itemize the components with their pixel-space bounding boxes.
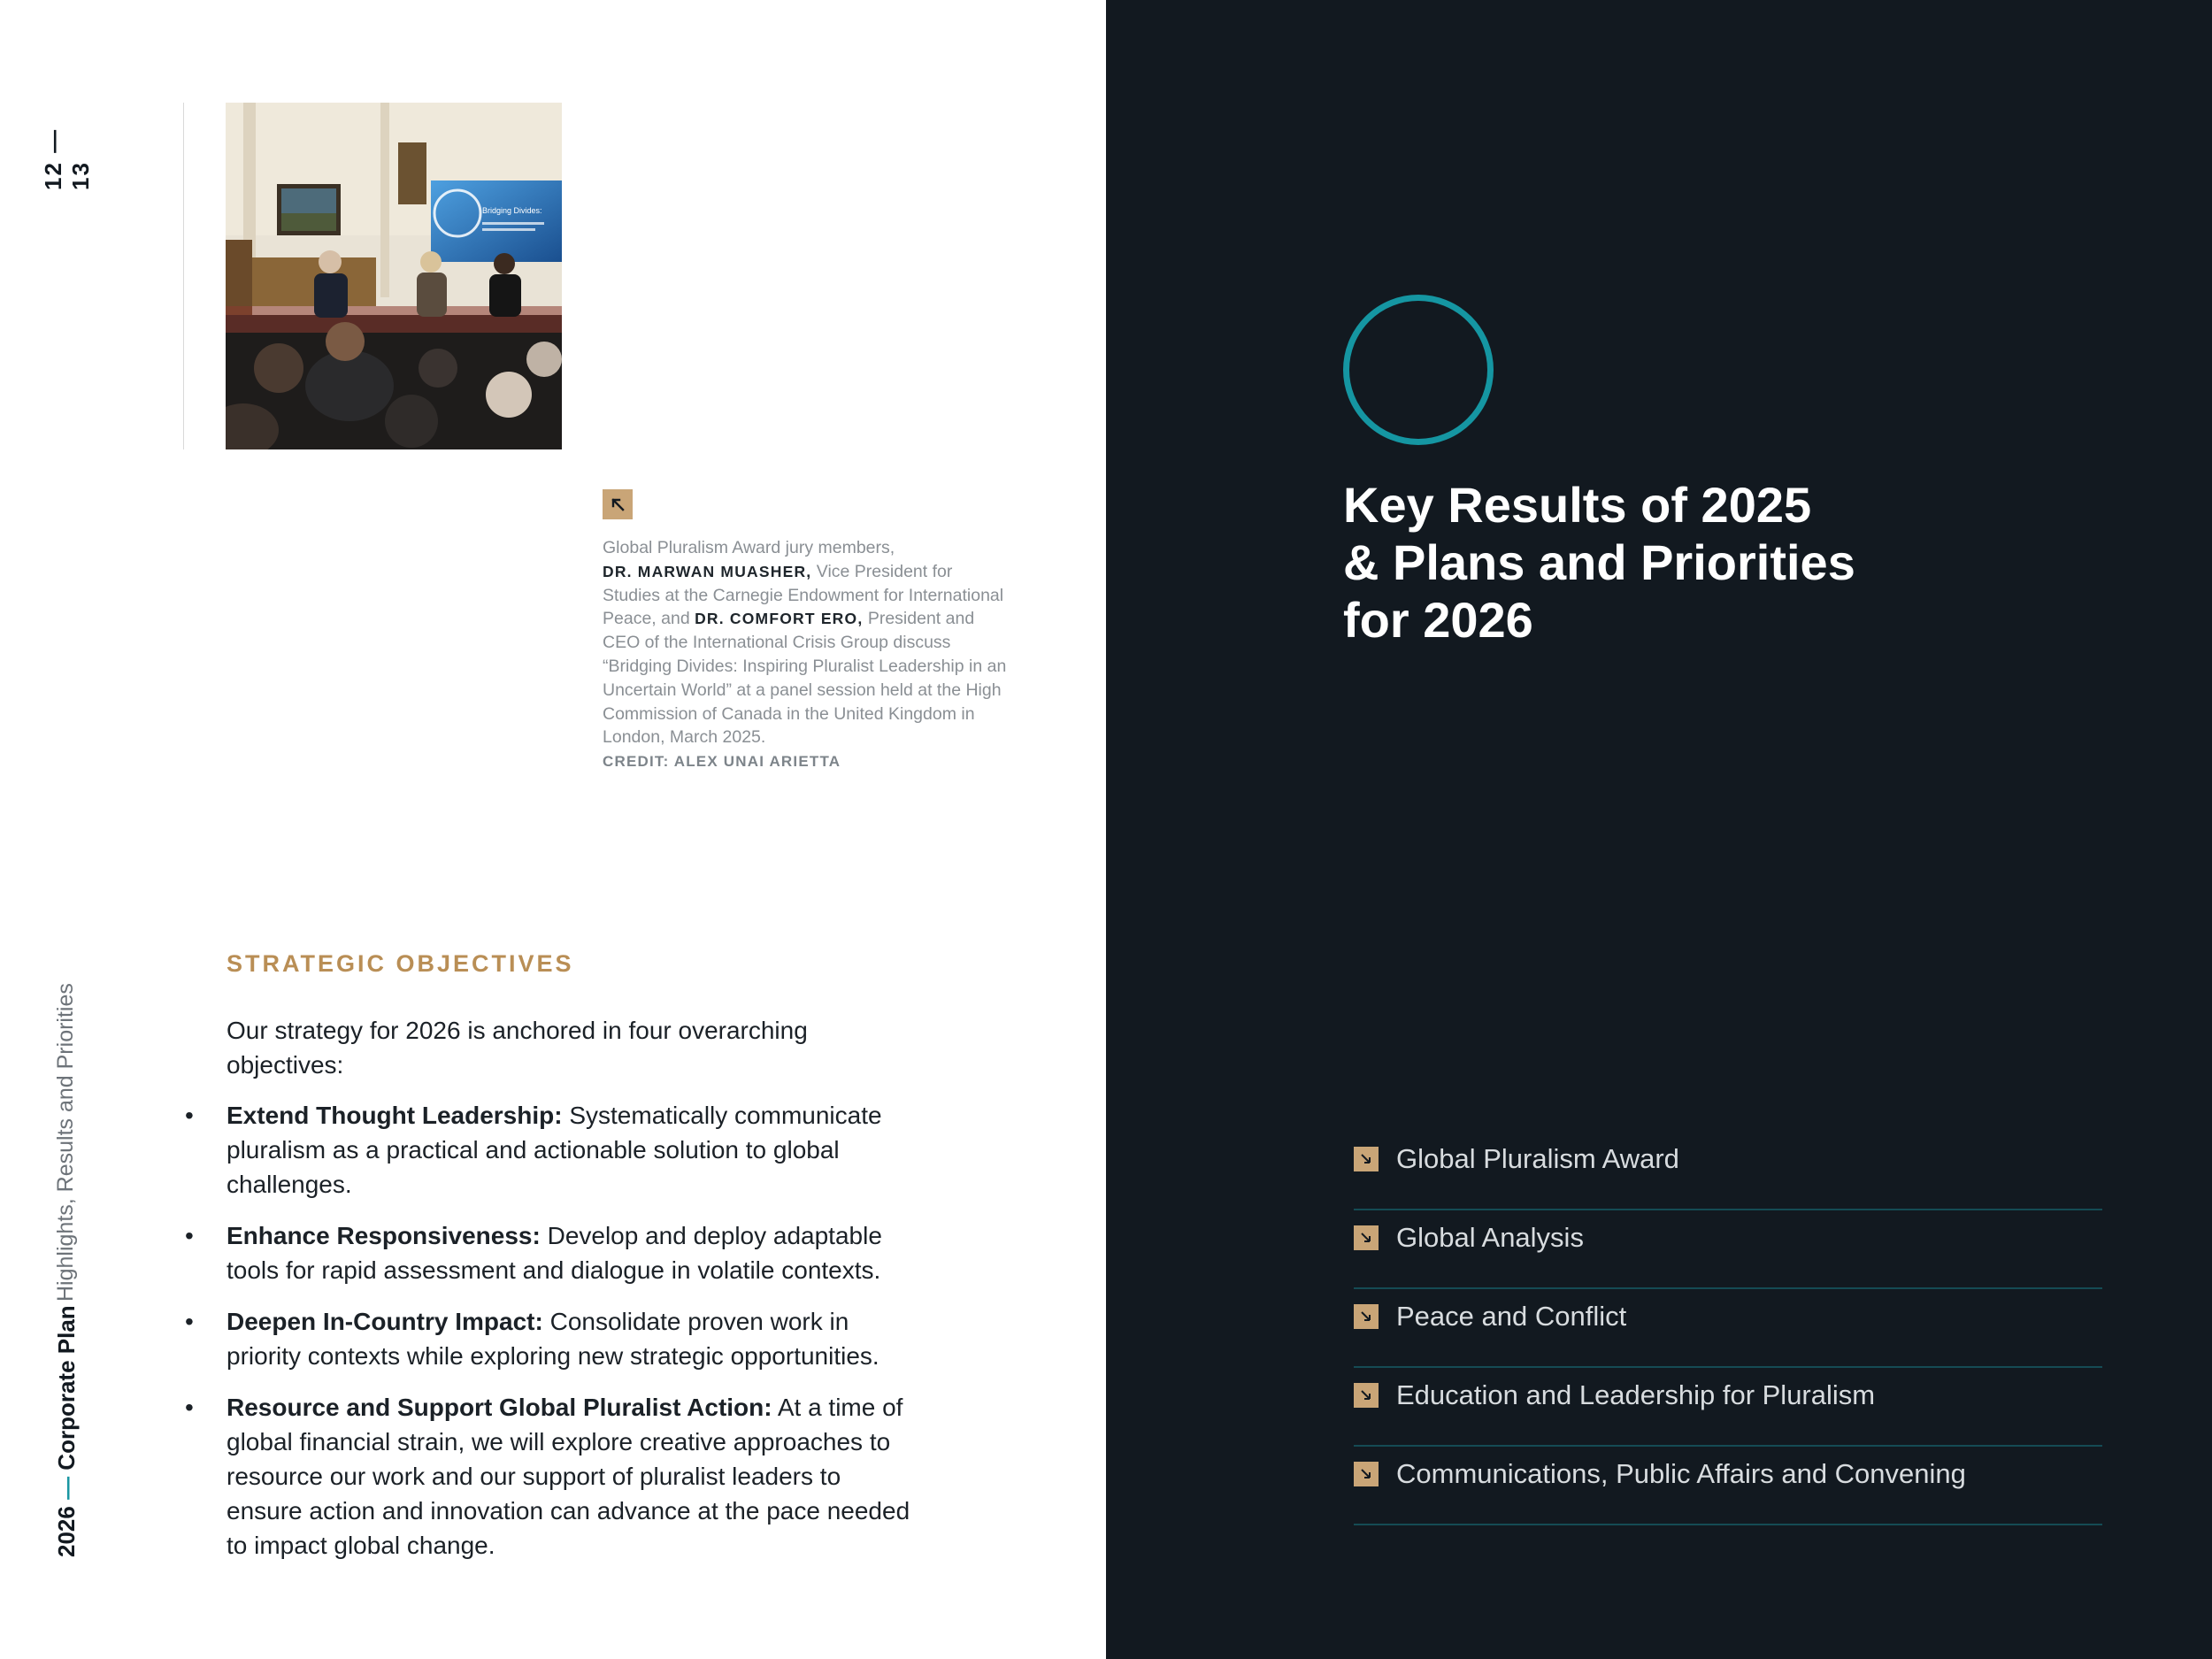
arrow-down-right-icon	[1354, 1304, 1379, 1329]
caption-mid: Vice President for Studies at the Carnegie Endowment for International Peace, and	[603, 561, 1004, 629]
panel-session-photo	[226, 103, 562, 449]
arrow-down-right-icon	[1354, 1225, 1379, 1250]
topic-label: Global Pluralism Award	[1396, 1142, 1679, 1174]
photo-caption	[603, 536, 1010, 774]
objective-item: • Enhance Responsiveness: Develop and deploy adaptable tools for rapid assessment and dialogue in volatile contexts.	[185, 1222, 882, 1284]
topic-label: Communications, Public Affairs and Convening	[1396, 1457, 1966, 1489]
section-heading-line: for 2026	[1343, 592, 1533, 648]
photo-credit: CREDIT: ALEX UNAI ARIETTA	[603, 753, 841, 771]
topic-label: Global Analysis	[1396, 1221, 1584, 1253]
arrow-up-left-icon	[603, 489, 633, 519]
running-title	[53, 983, 117, 1557]
caption-name-muasher: DR. MARWAN MUASHER,	[603, 562, 812, 580]
arrow-down-right-icon	[1354, 1147, 1379, 1171]
objective-item: • Extend Thought Leadership: Systematically communicate pluralism as a practical and actionable solution to global challenges.	[185, 1102, 882, 1198]
objective-title: Deepen In-Country Impact:	[227, 1308, 543, 1335]
section-heading	[1343, 476, 1962, 649]
objective-text: Systematically communicate pluralism as a practical and actionable solution to global challenges.	[227, 1102, 882, 1198]
objective-text: Develop and deploy adaptable tools for rapid assessment and dialogue in volatile contexts.	[227, 1222, 882, 1284]
running-title-year: 2026	[53, 1506, 80, 1557]
objective-title: Enhance Responsiveness:	[227, 1222, 541, 1249]
objective-item: • Resource and Support Global Pluralist Action: At a time of global financial strain, we will explore creative approaches to resource our work and our support of pluralist leaders to ensure action and innovation can advance at the pace needed to impact global change.	[185, 1394, 910, 1559]
arrow-down-right-icon	[1354, 1383, 1379, 1408]
caption-name-ero: DR. COMFORT ERO,	[695, 610, 864, 628]
topic-label: Education and Leadership for Pluralism	[1396, 1379, 1876, 1410]
running-title-main	[53, 1305, 81, 1557]
topic-link-global-pluralism-award[interactable]	[1354, 1132, 2102, 1210]
objective-item: • Deepen In-Country Impact: Consolidate proven work in priority contexts while exploring new strategic opportunities.	[185, 1308, 879, 1370]
strategic-intro: Our strategy for 2026 is anchored in four overarching objectives:	[227, 1017, 808, 1079]
topic-link-global-analysis[interactable]	[1354, 1210, 2102, 1289]
objective-title: Resource and Support Global Pluralist Action:	[227, 1394, 772, 1421]
topic-link-peace-and-conflict[interactable]	[1354, 1289, 2102, 1368]
page-number: 12 — 13	[40, 127, 94, 190]
objective-text: Consolidate proven work in priority contexts while exploring new strategic opportunities.	[227, 1308, 879, 1370]
strategic-objectives-heading: STRATEGIC OBJECTIVES	[227, 950, 574, 977]
objective-title: Extend Thought Leadership:	[227, 1102, 563, 1129]
section-heading-line: Key Results of 2025	[1343, 477, 1812, 533]
topics-list	[1354, 1132, 2102, 1525]
running-title-subtitle: Highlights, Results and Priorities	[53, 983, 78, 1302]
topic-link-communications[interactable]	[1354, 1447, 2102, 1525]
arrow-down-right-icon	[1354, 1462, 1379, 1486]
caption-lead: Global Pluralism Award jury members,	[603, 538, 895, 557]
section-heading-line: & Plans and Priorities	[1343, 534, 1855, 590]
running-title-dash: —	[53, 1476, 80, 1500]
objectives-list	[185, 1098, 917, 1579]
vertical-rule	[183, 103, 184, 449]
topic-label: Peace and Conflict	[1396, 1300, 1627, 1332]
screen-slide-text: Bridging Divides:	[482, 206, 542, 215]
teal-ring-graphic	[1343, 295, 1494, 445]
caption-tail: President and CEO of the International Crisis Group discuss “Bridging Divides: Inspiring Pluralist Leadership in an Uncertain World” at a panel session held at the High Commission of Canada in the United Kingdom in London, March 2025.	[603, 609, 1007, 748]
running-title-plan: Corporate Plan	[53, 1305, 80, 1471]
objective-text: At a time of global financial strain, we will explore creative approaches to resource our work and our support of pluralist leaders to ensure action and innovation can advance at the pace needed to impact global change.	[227, 1394, 910, 1559]
topic-link-education-and-leadership[interactable]	[1354, 1368, 2102, 1447]
